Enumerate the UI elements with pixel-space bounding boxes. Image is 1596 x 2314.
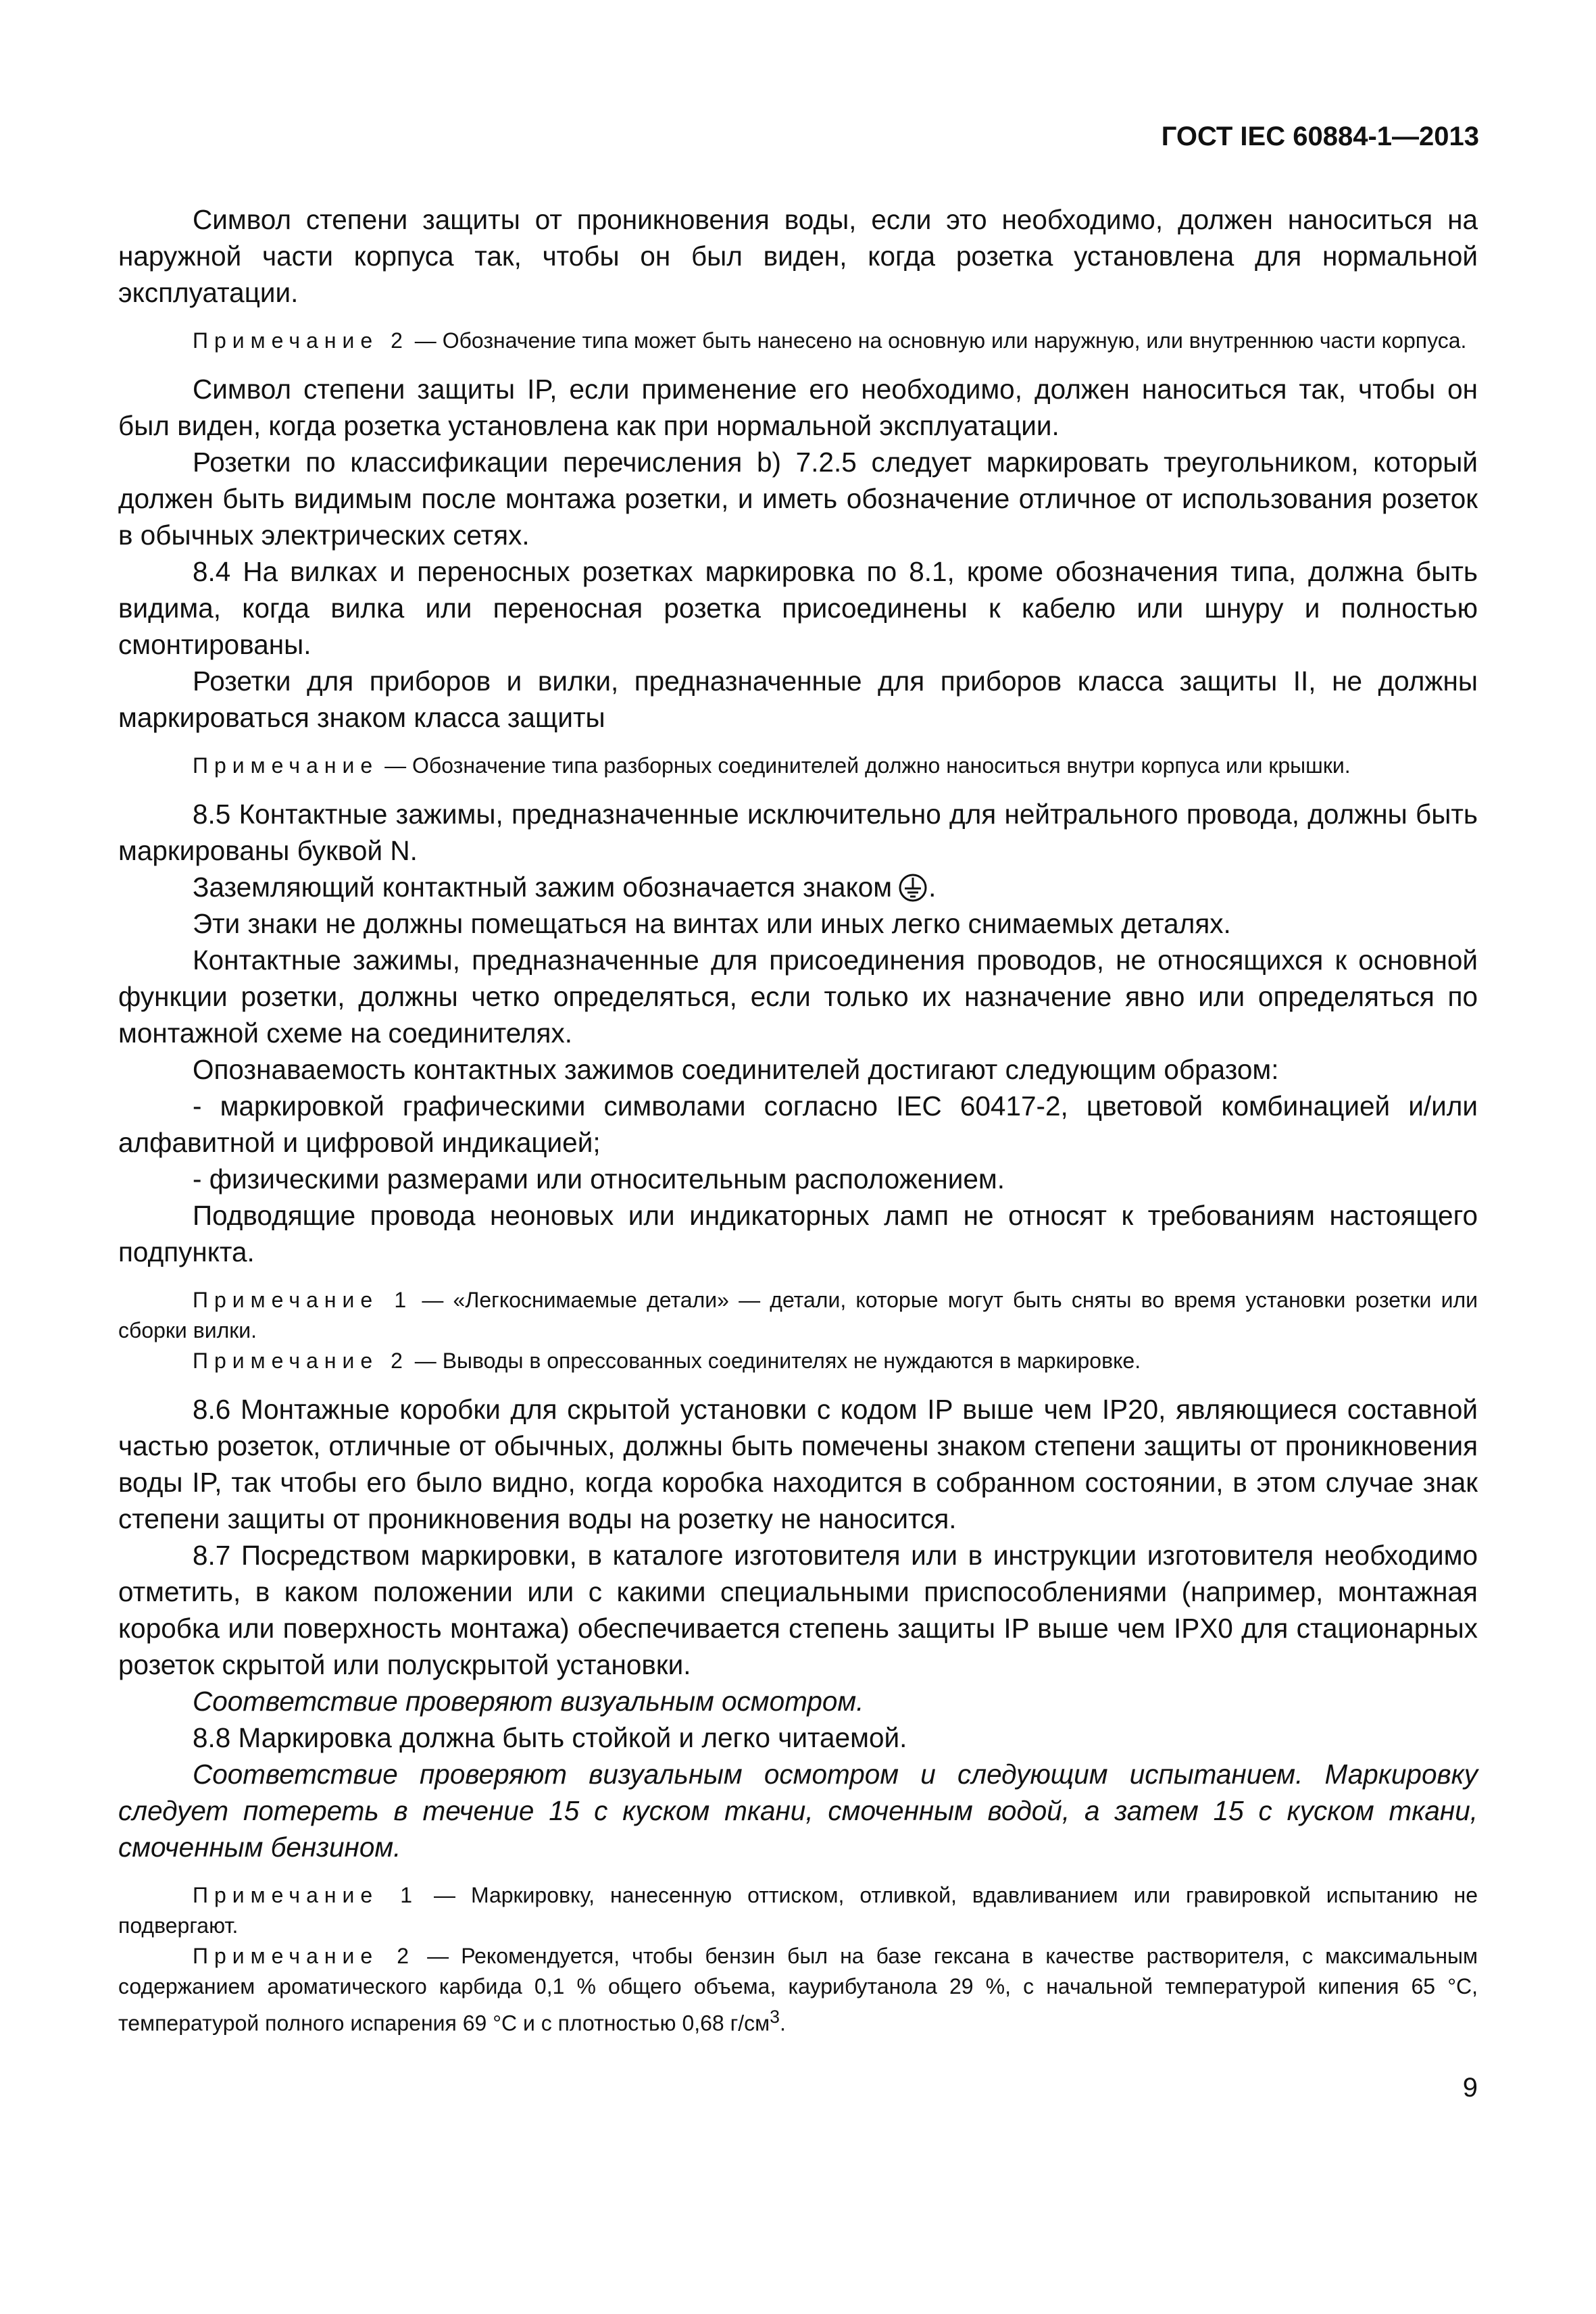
note bbox=[118, 751, 1478, 781]
page-number: 9 bbox=[1462, 2073, 1478, 2103]
note bbox=[118, 1880, 1478, 1941]
note bbox=[118, 1346, 1478, 1376]
paragraph: 8.7 Посредством маркировки, в каталоге изготовителя или в инструкции изготовителя необходимо отметить, в каком положении или с какими специальными приспособлениями (например, монтажная коробка или поверхность монтажа) обеспечивается степень защиты IP выше чем IPX0 для стационарных розеток скрытой или полускрытой установки. bbox=[118, 1540, 1478, 1680]
paragraph: Подводящие провода неоновых или индикаторных ламп не относят к требованиям настоящего подпункта. bbox=[118, 1200, 1478, 1267]
paragraph-earth-terminal bbox=[118, 869, 1478, 905]
note-text: — Рекомендуется, чтобы бензин был на базе гексана в качестве растворителя, с максимальным содержанием ароматического карбида 0,1 % общего объема, каурибутанола 29 %, с начальной температурой кипения 65 °С, температурой полного испарения 69 °С и с плотностью 0,68 г/см bbox=[118, 1944, 1478, 2036]
page-content bbox=[118, 201, 1478, 2039]
note-label: Примечание 2 bbox=[193, 1349, 409, 1373]
paragraph: Розетки по классификации перечисления b) 7.2.5 следует маркировать треугольником, который должен быть видимым после монтажа розетки, и иметь обозначение отличное от использования розеток в обычных электрических сетях. bbox=[118, 447, 1478, 551]
earth-ground-icon bbox=[897, 872, 928, 903]
paragraph: 8.4 На вилках и переносных розетках маркировка по 8.1, кроме обозначения типа, должна быть видима, когда вилка или переносная розетка присоединены к кабелю или шнуру и полностью смонтированы. bbox=[118, 556, 1478, 660]
note bbox=[118, 326, 1478, 356]
note-label: Примечание bbox=[193, 753, 379, 778]
paragraph: 8.8 Маркировка должна быть стойкой и легко читаемой. bbox=[193, 1722, 907, 1753]
paragraph-end: . bbox=[928, 872, 937, 903]
paragraph: 8.5 Контактные зажимы, предназначенные исключительно для нейтрального провода, должны быть маркированы буквой N. bbox=[118, 799, 1478, 866]
paragraph-text: Заземляющий контактный зажим обозначается знаком bbox=[193, 872, 893, 903]
paragraph: Розетки для приборов и вилки, предназначенные для приборов класса защиты II, не должны маркироваться знаком класса защиты bbox=[118, 665, 1478, 733]
paragraph: Контактные зажимы, предназначенные для присоединения проводов, не относящихся к основной функции розетки, должны четко определяться, если только их назначение явно или определяться по монтажной схеме на соединителях. bbox=[118, 945, 1478, 1049]
note-end: . bbox=[780, 2011, 786, 2036]
note-label: Примечание 2 bbox=[193, 1944, 416, 1968]
note-label: Примечание 1 bbox=[193, 1288, 413, 1312]
paragraph: Символ степени защиты IP, если применение его необходимо, должен наноситься так, чтобы он был виден, когда розетка установлена как при нормальной эксплуатации. bbox=[118, 374, 1478, 441]
paragraph: Эти знаки не должны помещаться на винтах или иных легко снимаемых деталях. bbox=[193, 908, 1231, 939]
paragraph: 8.6 Монтажные коробки для скрытой установки с кодом IP выше чем IP20, являющиеся составной частью розеток, отличные от обычных, должны быть помечены знаком степени защиты от проникновения воды IP, так чтобы его было видно, когда коробка находится в собранном состоянии, в этом случае знак степени защиты от проникновения воды на розетку не наносится. bbox=[118, 1394, 1478, 1534]
paragraph-italic: Соответствие проверяют визуальным осмотром и следующим испытанием. Маркировку следует потереть в течение 15 с куском ткани, смоченным водой, а затем 15 с куском ткани, смоченным бензином. bbox=[118, 1759, 1478, 1863]
note-text: — Выводы в опрессованных соединителях не нуждаются в маркировке. bbox=[408, 1349, 1141, 1373]
list-item: - маркировкой графическими символами согласно IEC 60417-2, цветовой комбинацией и/или алфавитной и цифровой индикацией; bbox=[118, 1090, 1478, 1158]
note-label: Примечание 1 bbox=[193, 1883, 418, 1907]
note-text: — Обозначение типа может быть нанесено на основную или наружную, или внутреннюю части корпуса. bbox=[408, 328, 1467, 353]
note bbox=[118, 1285, 1478, 1346]
paragraph-italic: Соответствие проверяют визуальным осмотром. bbox=[193, 1686, 864, 1717]
list-item: - физическими размерами или относительным расположением. bbox=[193, 1163, 1005, 1194]
superscript: 3 bbox=[770, 2007, 780, 2027]
note-text: — Маркировку, нанесенную оттиском, отливкой, вдавливанием или гравировкой испытанию не подвергают. bbox=[118, 1883, 1478, 1938]
paragraph: Символ степени защиты от проникновения воды, если это необходимо, должен наноситься на наружной части корпуса так, чтобы он был виден, когда розетка установлена для нормальной эксплуатации. bbox=[118, 204, 1478, 308]
note bbox=[118, 1941, 1478, 2039]
standard-header: ГОСТ IEC 60884-1—2013 bbox=[1161, 122, 1479, 151]
note-text: — «Легкоснимаемые детали» — детали, которые могут быть сняты во время установки розетки или сборки вилки. bbox=[118, 1288, 1478, 1342]
note-label: Примечание 2 bbox=[193, 328, 409, 353]
paragraph: Опознаваемость контактных зажимов соединителей достигают следующим образом: bbox=[193, 1054, 1279, 1085]
note-text: — Обозначение типа разборных соединителей должно наноситься внутри корпуса или крышки. bbox=[378, 753, 1351, 778]
